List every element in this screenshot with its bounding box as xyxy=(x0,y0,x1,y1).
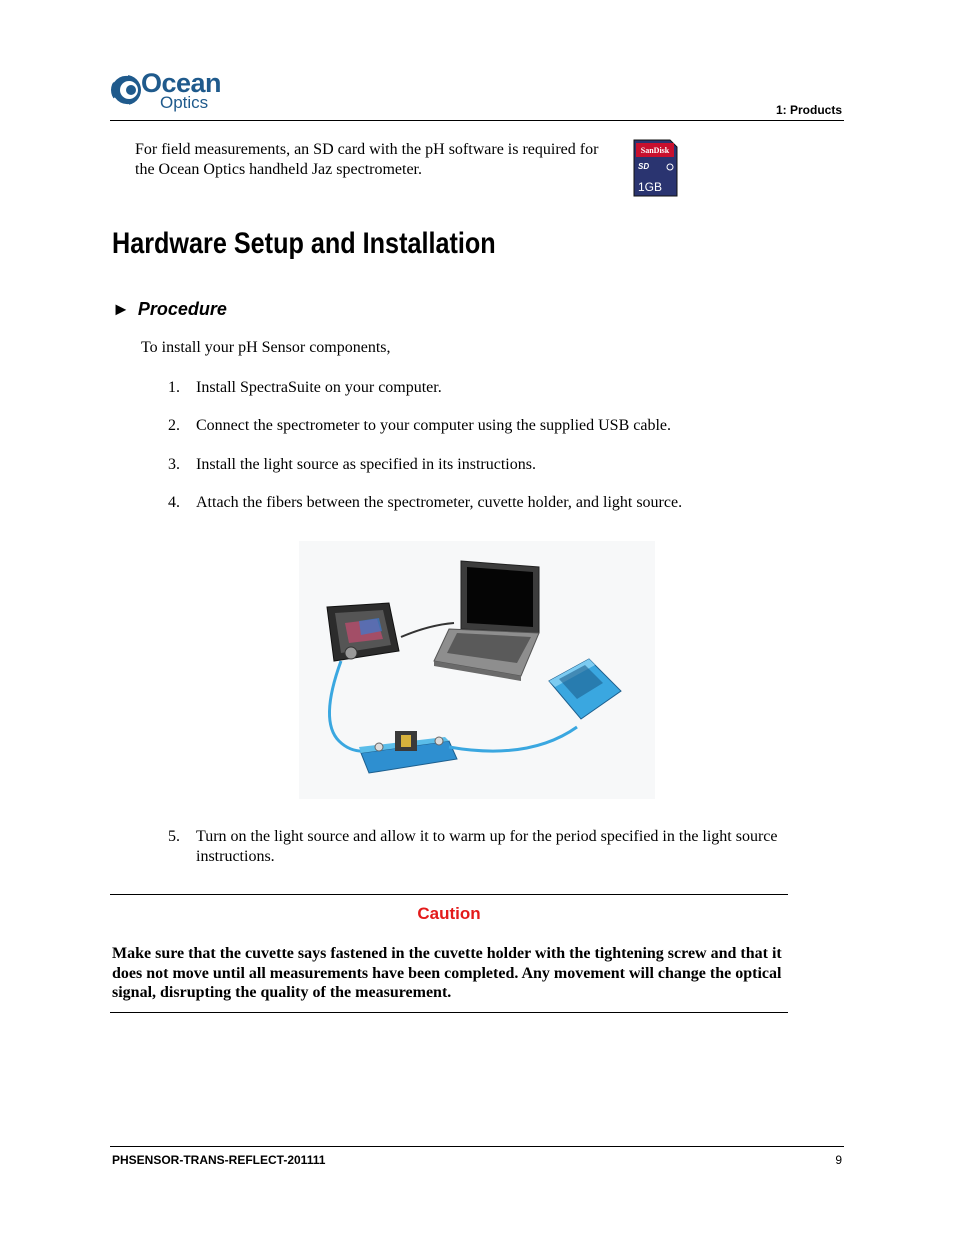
laptop-icon xyxy=(434,561,539,681)
spectrometer-icon xyxy=(327,603,399,661)
step-number: 2. xyxy=(168,417,180,434)
svg-text:SD: SD xyxy=(638,162,650,171)
step-number: 1. xyxy=(168,379,180,396)
caution-top-rule xyxy=(110,894,788,895)
caution-title: Caution xyxy=(417,904,481,923)
list-item xyxy=(168,378,828,398)
step-number: 5. xyxy=(168,828,180,845)
hardware-setup-illustration xyxy=(299,541,655,799)
list-item xyxy=(168,416,828,436)
sd-card-icon xyxy=(632,139,678,197)
chapter-header: 1: Products xyxy=(775,103,842,117)
caution-bottom-rule xyxy=(110,1012,788,1013)
triangle-right-icon: ► xyxy=(112,299,130,319)
light-source-icon xyxy=(549,659,621,719)
sd-card-brand: SanDisk xyxy=(640,146,670,155)
cuvette-holder-icon xyxy=(359,731,457,773)
step-number: 3. xyxy=(168,456,180,473)
page-number: 9 xyxy=(835,1153,842,1167)
document-id: PHSENSOR-TRANS-REFLECT-201111 xyxy=(112,1153,326,1167)
step-text: Install SpectraSuite on your computer. xyxy=(196,379,442,396)
step-text: Install the light source as specified in its instructions. xyxy=(196,456,536,473)
caution-text: Make sure that the cuvette says fastened in the cuvette holder with the tightening screw and that it does not move until all measurements have been completed. Any movement will change the optical signal, disrupting the quality of the measurement. xyxy=(112,945,782,1001)
step-text: Connect the spectrometer to your computer using the supplied USB cable. xyxy=(196,417,671,434)
list-item xyxy=(168,493,828,513)
procedure-label: Procedure xyxy=(137,299,227,319)
header-rule xyxy=(110,120,844,121)
step-text: Attach the fibers between the spectrometer, cuvette holder, and light source. xyxy=(196,494,683,511)
sd-card-capacity: 1GB xyxy=(638,180,663,194)
step-number: 4. xyxy=(168,494,180,511)
procedure-heading xyxy=(112,299,227,320)
section-title: Hardware Setup and Installation xyxy=(112,227,496,260)
step-text: Turn on the light source and allow it to warm up for the period specified in the light source instructions. xyxy=(196,828,778,865)
list-item xyxy=(168,455,828,475)
procedure-intro: To install your pH Sensor components, xyxy=(141,339,391,356)
list-item xyxy=(168,827,828,866)
logo-wordmark-ocean: Ocean xyxy=(141,68,222,98)
footer-rule xyxy=(110,1146,844,1147)
logo-wordmark-optics: Optics xyxy=(160,93,209,112)
field-measurement-text: For field measurements, an SD card with the pH software is required for the Ocean Optics handheld Jaz spectrometer. xyxy=(135,141,599,178)
